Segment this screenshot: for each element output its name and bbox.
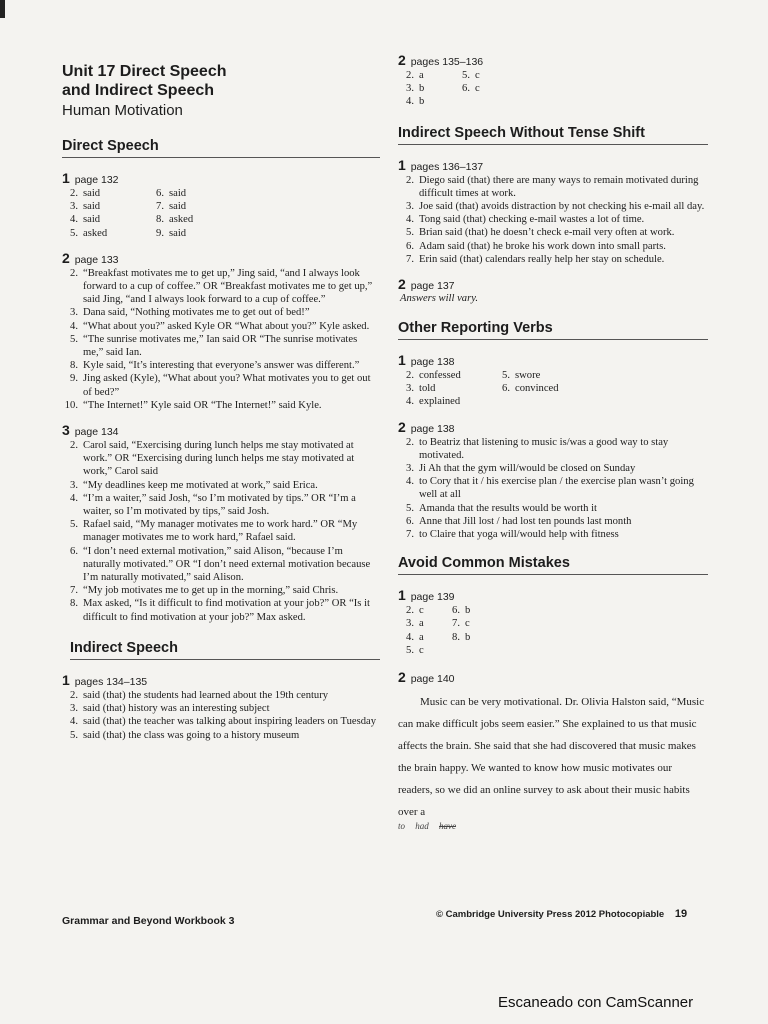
answer-item: 6. Anne that Jill lost / had lost ten pounds last month xyxy=(406,515,632,527)
answer-grid xyxy=(402,604,708,657)
answer-item: 3. said (that) history was an interesting subject xyxy=(70,703,270,715)
exercise-page: page 133 xyxy=(74,253,119,266)
exercise-number: 2 xyxy=(62,249,70,266)
answer-item: 3. said xyxy=(70,201,101,213)
answer-item: 6. said xyxy=(156,188,187,199)
exercise-heading xyxy=(398,587,708,603)
answer-item: 6. b xyxy=(452,605,471,617)
exercise-number: 3 xyxy=(62,422,70,439)
exercise-number: 2 xyxy=(398,276,406,293)
answer-item: 5. asked xyxy=(70,227,108,239)
answer-item: 4. said (that) the teacher was talking about inspiring leaders on Tuesday xyxy=(70,716,377,728)
exercise-heading xyxy=(398,669,708,685)
section-indirect-speech: Indirect Speech xyxy=(70,640,380,660)
answer-item: 5. Amanda that the results would be worth it xyxy=(406,502,597,514)
section-other-reporting-verbs: Other Reporting Verbs xyxy=(398,320,708,340)
exercise-heading xyxy=(398,157,708,173)
answer-item: 6. Adam said (that) he broke his work down into small parts. xyxy=(406,240,666,252)
answer-item: 4. said xyxy=(70,214,101,226)
answer-item: 4. Tong said (that) checking e-mail wastes a lot of time. xyxy=(406,214,645,226)
answer-item: 3. told xyxy=(406,383,436,395)
answer-item: 8. Kyle said, “It’s interesting that everyone’s answer was different.” xyxy=(70,360,360,372)
answer-item: 7. c xyxy=(452,618,470,630)
answer-item: 5. “The sunrise motivates me,” Ian said OR “The sunrise motivates me,” said Ian. xyxy=(70,333,358,359)
answer-item: 5. swore xyxy=(502,370,541,382)
corrected-paragraph: Music can be very motivational. Dr. Olivia Halston said, “Music can make difficult jobs seem easier.” She explained to us that music affects the brain. She said that she had discovered that music makes the brain happy. We wanted to know how music motivates our readers, so we did an online survey to ask about their music habits over a xyxy=(398,696,705,819)
answer-item: 2. c xyxy=(406,605,424,617)
exercise-page: page 140 xyxy=(410,673,455,686)
handwritten-corrections xyxy=(398,821,708,831)
answer-item: 3. Joe said (that) avoids distraction by not checking his e-mail all day. xyxy=(406,201,705,213)
answer-item: 4. b xyxy=(406,96,425,108)
scan-edge-mark xyxy=(0,0,5,18)
struck-word: have xyxy=(439,821,457,832)
right-column xyxy=(398,52,708,831)
answer-list xyxy=(398,174,708,266)
answer-item: 10. “The Internet!” Kyle said OR “The Internet!” said Kyle. xyxy=(64,399,322,411)
answer-grid xyxy=(402,69,708,109)
answer-item: 4. “I’m a waiter,” said Josh, “so I’m motivated by tips.” OR “I’m a waiter, so I’m motivated by tips,” said Josh. xyxy=(70,492,356,518)
answer-item: 5. c xyxy=(462,70,480,81)
section-avoid-common-mistakes: Avoid Common Mistakes xyxy=(398,555,708,575)
exercise-number: 2 xyxy=(398,52,406,68)
answer-item: 2. said xyxy=(70,188,101,199)
exercise-heading xyxy=(398,276,708,292)
exercise-number: 1 xyxy=(62,170,70,186)
answer-item: 4. explained xyxy=(406,396,461,408)
exercise-heading xyxy=(398,419,708,435)
exercise-number: 1 xyxy=(398,352,406,369)
answer-item: 5. c xyxy=(406,644,424,656)
answer-grid xyxy=(66,187,380,240)
exercise-number: 2 xyxy=(398,669,406,686)
exercise-number: 1 xyxy=(398,587,406,604)
answer-item: 7. to Claire that yoga will/would help with fitness xyxy=(406,529,619,541)
answer-item: 8. Max asked, “Is it difficult to find motivation at your job?” OR “Is it difficult to find motivation at your job?” Max asked. xyxy=(70,598,370,623)
exercise-heading xyxy=(398,52,708,68)
answer-item: 5. Brian said (that) he doesn’t check e-mail very often at work. xyxy=(406,227,675,239)
exercise-number: 1 xyxy=(62,671,70,688)
exercise-page: page 138 xyxy=(410,356,455,369)
answer-note: Answers will vary. xyxy=(400,293,478,305)
copyright-text: © Cambridge University Press 2012 Photocopiable xyxy=(436,909,665,920)
answer-item: 2. Carol said, “Exercising during lunch helps me stay motivated at work.” OR “Exercising during lunch helps me stay motivated at work,” Carol said xyxy=(70,440,355,478)
section-direct-speech: Direct Speech xyxy=(62,138,380,158)
exercise-heading xyxy=(398,352,708,368)
answer-list xyxy=(62,439,380,624)
exercise-page: pages 136–137 xyxy=(410,160,484,173)
answer-list xyxy=(62,267,380,412)
exercise-heading xyxy=(62,170,380,186)
exercise-page: pages 134–135 xyxy=(74,675,148,688)
left-column xyxy=(62,52,380,742)
camscanner-watermark: Escaneado con CamScanner xyxy=(498,994,694,1011)
answer-item: 3. Dana said, “Nothing motivates me to get out of bed!” xyxy=(70,307,310,319)
correction-insert: had xyxy=(415,821,429,832)
unit-subtitle: Human Motivation xyxy=(62,102,183,119)
exercise-page: page 134 xyxy=(74,426,119,439)
answer-item: 8. b xyxy=(452,631,471,643)
page-number: 19 xyxy=(674,908,688,920)
answer-item: 5. said (that) the class was going to a history museum xyxy=(70,729,300,741)
exercise-heading xyxy=(62,422,380,438)
exercise-heading xyxy=(62,672,380,688)
answer-list xyxy=(62,689,380,742)
answer-item: 2. confessed xyxy=(406,370,461,382)
exercise-page: pages 135–136 xyxy=(410,56,484,68)
answer-item: 2. to Beatriz that listening to music is/was a good way to stay motivated. xyxy=(406,436,669,461)
answer-item: 9. Jing asked (Kyle), “What about you? What motivates you to get out of bed?” xyxy=(70,373,371,398)
answer-item: 3. a xyxy=(406,618,424,630)
exercise-page: page 132 xyxy=(74,174,119,186)
answer-grid xyxy=(402,369,708,409)
answer-item: 5. Rafael said, “My manager motivates me to work hard.” OR “My manager motivates me to work hard,” Rafael said. xyxy=(70,519,358,544)
footer-book-title: Grammar and Beyond Workbook 3 xyxy=(62,915,235,927)
answer-item: 8. asked xyxy=(156,214,194,226)
exercise-number: 2 xyxy=(398,418,406,435)
unit-title-line2: and Indirect Speech xyxy=(62,82,215,99)
answer-item: 9. said xyxy=(156,227,187,239)
footer-copyright xyxy=(436,908,687,920)
section-indirect-speech-without-tense-shift: Indirect Speech Without Tense Shift xyxy=(398,125,708,145)
answer-item: 2. Diego said (that) there are many ways to remain motivated during difficult times at work. xyxy=(406,174,699,199)
answer-item: 7. said xyxy=(156,201,187,213)
answer-item: 3. Ji Ah that the gym will/would be closed on Sunday xyxy=(406,463,636,475)
answer-list xyxy=(398,436,708,542)
answer-item: 2. said (that) the students had learned about the 19th century xyxy=(70,689,329,701)
answer-item: 3. “My deadlines keep me motivated at work,” said Erica. xyxy=(70,479,318,491)
exercise-page: page 139 xyxy=(410,591,455,604)
unit-title-line1: Unit 17 Direct Speech xyxy=(62,63,227,80)
answer-item: 2. “Breakfast motivates me to get up,” Jing said, “and I always look forward to a cup of coffee.” OR “Breakfast motivates me to get up,” said Jing, “and I always look forward to a cup of coffee.” xyxy=(70,267,373,306)
exercise-number: 1 xyxy=(398,156,406,173)
answer-item: 4. a xyxy=(406,631,424,643)
answer-item: 2. a xyxy=(406,70,424,81)
answer-item: 4. “What about you?” asked Kyle OR “What about you?” Kyle asked. xyxy=(70,320,370,332)
answer-item: 3. b xyxy=(406,83,425,95)
answer-item: 4. to Cory that it / his exercise plan / the exercise plan wasn’t going well at all xyxy=(406,476,694,501)
answer-item: 6. “I don’t need external motivation,” said Alison, “because I’m naturally motivated.” OR “I don’t need external motivation because I’m naturally motivated,” said Alison. xyxy=(70,545,371,584)
exercise-heading xyxy=(62,250,380,266)
correction-insert: to xyxy=(398,821,406,832)
exercise-page: page 137 xyxy=(410,280,455,293)
answer-item: 7. Erin said (that) calendars really help her stay on schedule. xyxy=(406,253,665,265)
answer-item: 6. c xyxy=(462,83,480,95)
answer-item: 7. “My job motivates me to get up in the morning,” said Chris. xyxy=(70,585,339,597)
answer-item: 6. convinced xyxy=(502,383,559,395)
exercise-page: page 138 xyxy=(410,422,455,435)
